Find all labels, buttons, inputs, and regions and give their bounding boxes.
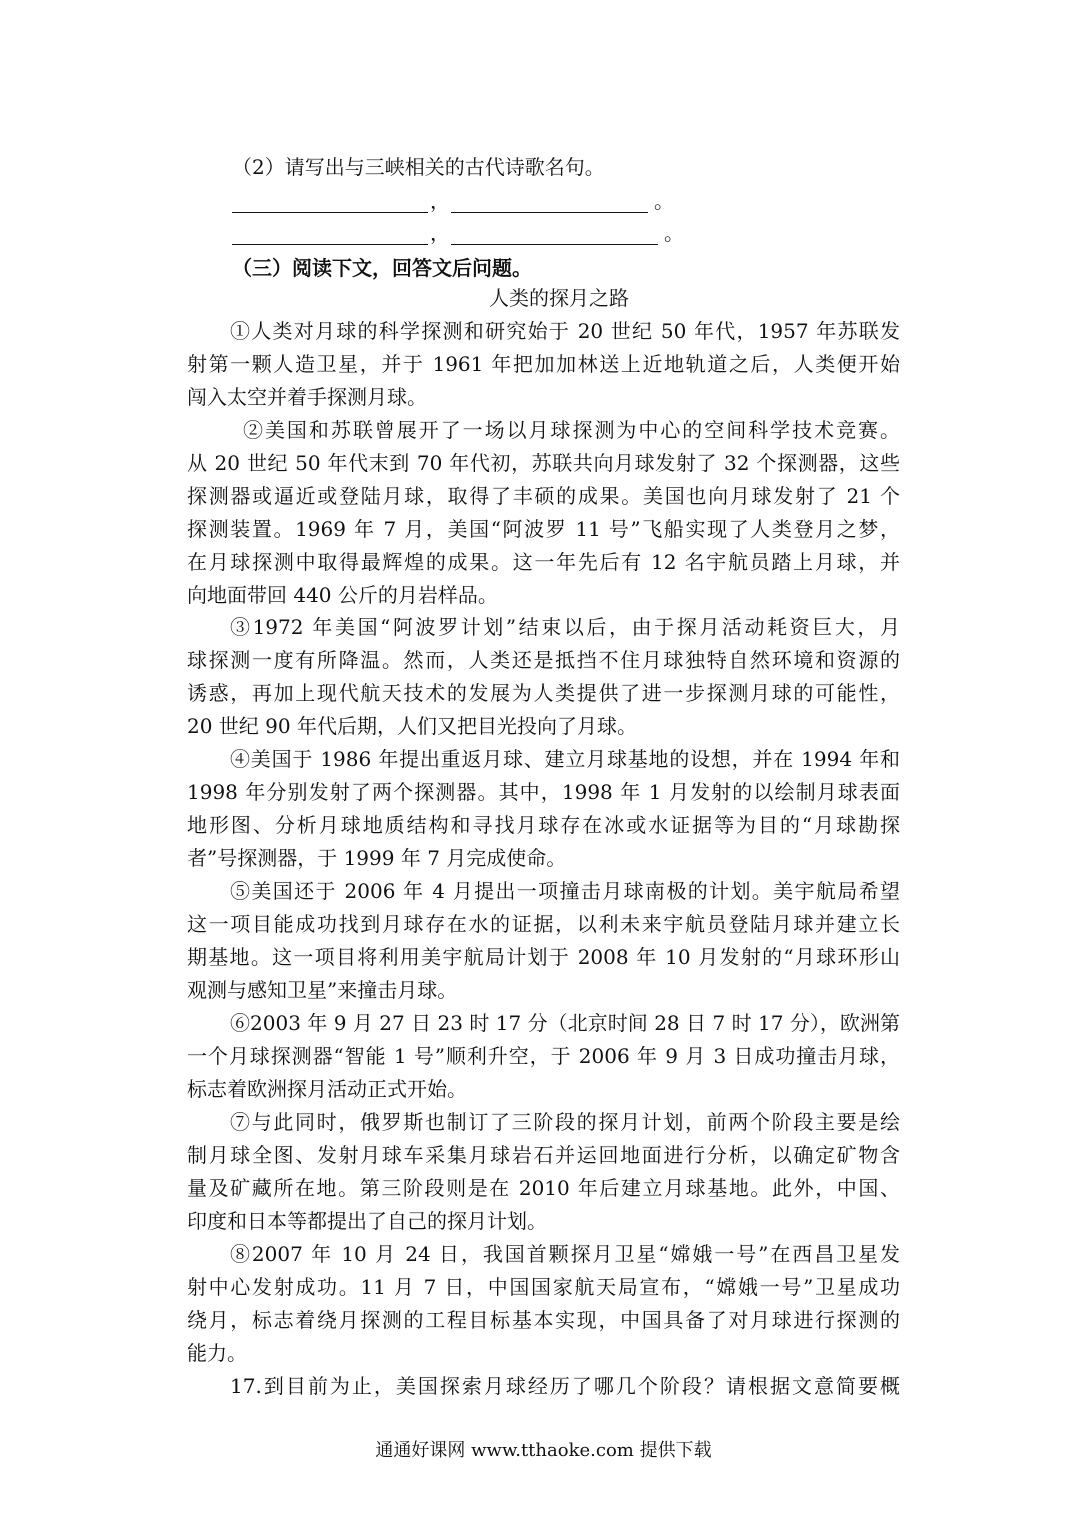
paragraph-4-line: 者”号探测器，于 1999 年 7 月完成使命。 [187, 846, 567, 870]
paragraph-6-line: ⑥2003 年 9 月 27 日 23 时 17 分（北京时间 28 日 7 时 17 分），欧洲第 [230, 1011, 900, 1035]
comma: ， [430, 221, 450, 245]
paragraph-4-line: 1998 年分别发射了两个探测器。其中，1998 年 1 月发射的以绘制月球表面 [187, 780, 900, 804]
paragraph-8-line: 射中心发射成功。11 月 7 日，中国国家航天局宣布，“嫦娥一号”卫星成功 [187, 1275, 900, 1299]
question-2-prompt: （2）请写出与三峡相关的古代诗歌名句。 [232, 155, 605, 179]
question-17: 17.到目前为止，美国探索月球经历了哪几个阶段？请根据文意简要概 [230, 1374, 900, 1398]
paragraph-1-line: ①人类对月球的科学探测和研究始于 20 世纪 50 年代，1957 年苏联发 [230, 319, 900, 343]
paragraph-4-line: ④美国于 1986 年提出重返月球、建立月球基地的设想，并在 1994 年和 [230, 747, 900, 771]
paragraph-8-line: 绕月，标志着绕月探测的工程目标基本实现，中国具备了对月球进行探测的 [187, 1308, 900, 1332]
paragraph-7-line: 量及矿藏所在地。第三阶段则是在 2010 年后建立月球基地。此外，中国、 [187, 1176, 900, 1200]
paragraph-8-line: 能力。 [187, 1341, 247, 1365]
paragraph-7-line: 印度和日本等都提出了自己的探月计划。 [187, 1209, 547, 1233]
paragraph-5-line: 观测与感知卫星”来撞击月球。 [187, 978, 458, 1002]
paragraph-7-line: ⑦与此同时，俄罗斯也制订了三阶段的探月计划，前两个阶段主要是绘 [230, 1110, 900, 1134]
paragraph-2-line: ②美国和苏联曾展开了一场以月球探测为中心的空间科学技术竞赛。 [243, 418, 900, 442]
paragraph-3-line: 20 世纪 90 年代后期，人们又把目光投向了月球。 [187, 714, 637, 738]
article-title: 人类的探月之路 [489, 286, 629, 310]
paragraph-6-line: 一个月球探测器“智能 1 号”顺利升空，于 2006 年 9 月 3 日成功撞击月球， [187, 1044, 900, 1068]
section-3-heading: （三）阅读下文，回答文后问题。 [232, 256, 532, 280]
answer-blank[interactable] [451, 244, 658, 245]
answer-blank[interactable] [232, 212, 428, 213]
paragraph-4-line: 地形图、分析月球地质结构和寻找月球存在冰或水证据等为目的“月球勘探 [187, 813, 900, 837]
paragraph-3-line: 球探测一度有所降温。然而，人类还是抵挡不住月球独特自然环境和资源的 [187, 648, 900, 672]
period: 。 [654, 189, 674, 213]
paragraph-3-line: ③1972 年美国“阿波罗计划”结束以后，由于探月活动耗资巨大，月 [230, 615, 900, 639]
paragraph-2-line: 探测装置。1969 年 7 月，美国“阿波罗 11 号”飞船实现了人类登月之梦， [187, 517, 900, 541]
paragraph-2-line: 从 20 世纪 50 年代末到 70 年代初，苏联共向月球发射了 32 个探测器，这些 [187, 451, 900, 475]
page-footer: 通通好课网 www.tthaoke.com 提供下载 [375, 1440, 712, 1461]
answer-blanks-row-1 [0, 186, 1087, 216]
paragraph-7-line: 制月球全图、发射月球车采集月球岩石并运回地面进行分析，以确定矿物含 [187, 1143, 900, 1167]
comma: ， [430, 189, 450, 213]
paragraph-1-line: 闯入太空并着手探测月球。 [187, 385, 427, 409]
answer-blank[interactable] [451, 212, 648, 213]
paragraph-2-line: 探测器或逼近或登陆月球，取得了丰硕的成果。美国也向月球发射了 21 个 [187, 484, 900, 508]
paragraph-5-line: 期基地。这一项目将利用美宇航局计划于 2008 年 10 月发射的“月球环形山 [187, 945, 900, 969]
paragraph-5-line: 这一项目能成功找到月球存在水的证据，以利未来宇航员登陆月球并建立长 [187, 912, 900, 936]
paragraph-5-line: ⑤美国还于 2006 年 4 月提出一项撞击月球南极的计划。美宇航局希望 [230, 879, 900, 903]
paragraph-2-line: 向地面带回 440 公斤的月岩样品。 [187, 583, 498, 607]
answer-blank[interactable] [232, 244, 428, 245]
answer-blanks-row-2 [0, 218, 1087, 248]
paragraph-3-line: 诱惑，再加上现代航天技术的发展为人类提供了进一步探测月球的可能性， [187, 681, 900, 705]
paragraph-2-line: 在月球探测中取得最辉煌的成果。这一年先后有 12 名宇航员踏上月球，并 [187, 550, 900, 574]
paragraph-6-line: 标志着欧洲探月活动正式开始。 [187, 1077, 467, 1101]
period: 。 [664, 221, 684, 245]
paragraph-8-line: ⑧2007 年 10 月 24 日，我国首颗探月卫星“嫦娥一号”在西昌卫星发 [230, 1242, 900, 1266]
paragraph-1-line: 射第一颗人造卫星，并于 1961 年把加加林送上近地轨道之后，人类便开始 [187, 352, 900, 376]
